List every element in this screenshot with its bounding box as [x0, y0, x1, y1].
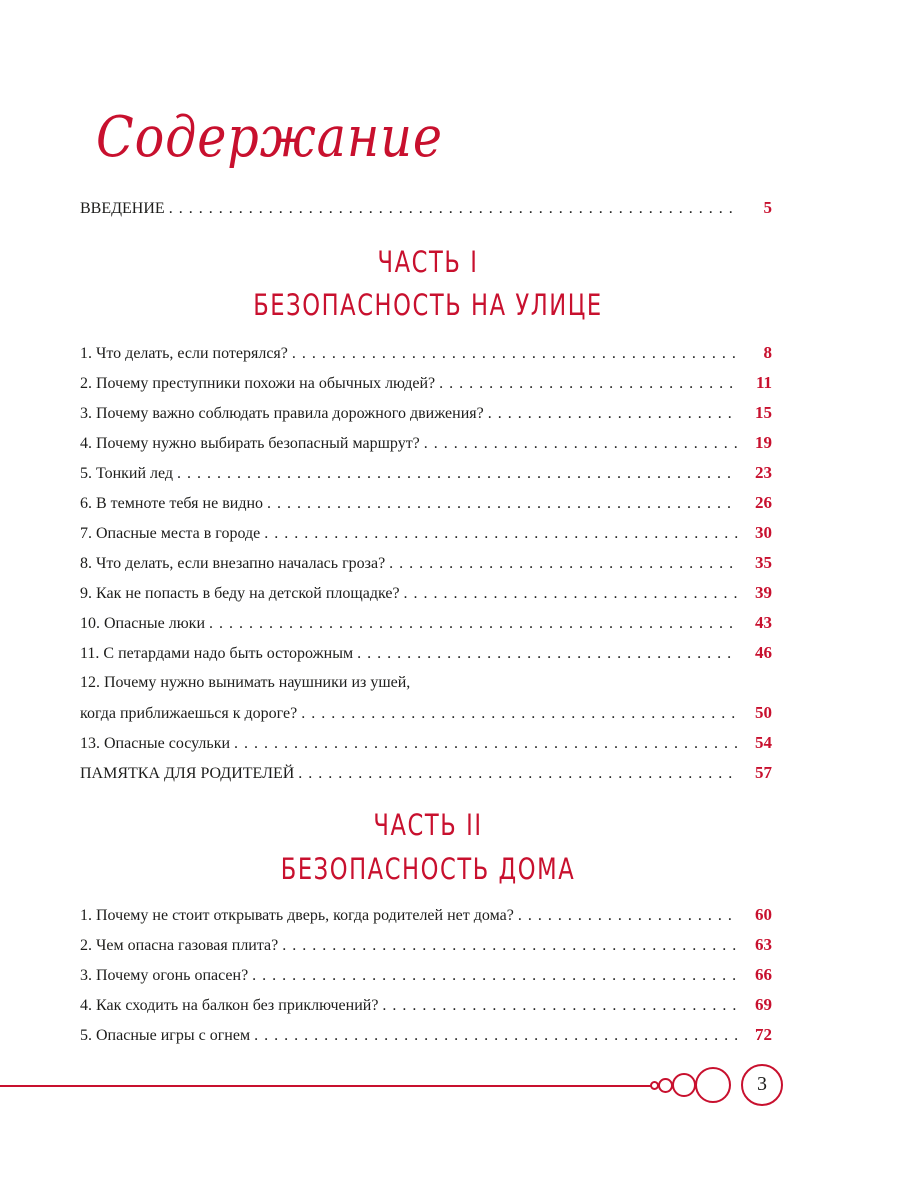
toc-entry-label: 9. Как не попасть в беду на детской площадке?	[80, 585, 400, 602]
toc-entry-line1[interactable]	[80, 668, 772, 698]
page-number: 3	[741, 1064, 783, 1106]
toc-entry[interactable]	[80, 368, 772, 398]
toc-entry-label: 13. Опасные сосульки	[80, 735, 231, 752]
toc-entry[interactable]	[80, 548, 772, 578]
toc-entry-label: ВВЕДЕНИЕ	[80, 200, 165, 217]
toc-entry-page: 26	[755, 493, 772, 512]
page-title: Содержание	[96, 105, 443, 170]
toc-part2	[80, 900, 772, 1050]
toc-entry-label: 7. Опасные места в городе	[80, 525, 261, 542]
toc-part1	[80, 338, 772, 788]
toc-entry-page: 43	[755, 613, 772, 632]
toc-entry-page: 30	[755, 523, 772, 542]
toc-entry-label: 12. Почему нужно вынимать наушники из ушей,	[80, 674, 411, 691]
leader-dots	[404, 579, 738, 609]
decor-circle-icon	[695, 1067, 731, 1103]
toc-entry-label: 1. Почему не стоит открывать дверь, когда родителей нет дома?	[80, 907, 514, 924]
leader-dots	[292, 339, 738, 369]
toc-entry[interactable]	[80, 428, 772, 458]
leader-dots	[488, 399, 738, 429]
toc-entry[interactable]	[80, 193, 772, 223]
toc-entry[interactable]	[80, 578, 772, 608]
toc-intro	[80, 193, 772, 223]
toc-entry-page: 54	[755, 733, 772, 752]
toc-entry-page: 60	[755, 905, 772, 924]
toc-entry[interactable]	[80, 488, 772, 518]
part2-heading: ЧАСТЬ II	[373, 808, 483, 842]
toc-entry-page: 23	[755, 463, 772, 482]
leader-dots	[382, 991, 738, 1021]
toc-entry-label: ПАМЯТКА ДЛЯ РОДИТЕЛЕЙ	[80, 765, 295, 782]
toc-entry-label: 10. Опасные люки	[80, 615, 206, 632]
footer-rule	[0, 1085, 652, 1087]
toc-entry-label: 3. Почему огонь опасен?	[80, 967, 249, 984]
toc-entry[interactable]	[80, 1020, 772, 1050]
toc-entry[interactable]	[80, 900, 772, 930]
toc-entry[interactable]	[80, 728, 772, 758]
toc-entry-label: 1. Что делать, если потерялся?	[80, 345, 288, 362]
toc-entry-page: 11	[755, 373, 772, 392]
toc-entry[interactable]	[80, 518, 772, 548]
toc-entry-page: 8	[763, 343, 772, 362]
decor-circle-icon	[658, 1078, 673, 1093]
toc-entry-page: 57	[755, 763, 772, 782]
toc-entry[interactable]	[80, 758, 772, 788]
toc-entry[interactable]	[80, 698, 772, 728]
toc-entry-page: 69	[755, 995, 772, 1014]
toc-entry-page: 46	[755, 643, 772, 662]
leader-dots	[424, 429, 738, 459]
toc-entry-label: 2. Чем опасна газовая плита?	[80, 937, 279, 954]
leader-dots	[252, 961, 738, 991]
toc-entry-label: 2. Почему преступники похожи на обычных людей?	[80, 375, 436, 392]
leader-dots	[282, 931, 738, 961]
toc-entry-label: 5. Тонкий лед	[80, 465, 174, 482]
leader-dots	[357, 639, 738, 669]
leader-dots	[298, 759, 738, 789]
leader-dots	[209, 609, 738, 639]
toc-entry-label: 11. С петардами надо быть осторожным	[80, 645, 354, 662]
leader-dots	[264, 519, 738, 549]
leader-dots	[301, 699, 738, 729]
toc-entry-page: 50	[755, 703, 772, 722]
toc-entry-page: 39	[755, 583, 772, 602]
leader-dots	[169, 194, 738, 224]
toc-entry-page: 66	[755, 965, 772, 984]
decor-circle-icon	[672, 1073, 696, 1097]
part1-subheading: БЕЗОПАСНОСТЬ НА УЛИЦЕ	[253, 288, 603, 322]
leader-dots	[254, 1021, 738, 1051]
toc-entry-label: когда приближаешься к дороге?	[80, 705, 298, 722]
toc-entry-page: 63	[755, 935, 772, 954]
toc-entry[interactable]	[80, 638, 772, 668]
leader-dots	[518, 901, 738, 931]
toc-entry-page: 5	[763, 198, 772, 217]
toc-entry-label: 5. Опасные игры с огнем	[80, 1027, 251, 1044]
toc-entry[interactable]	[80, 960, 772, 990]
part1-heading: ЧАСТЬ I	[377, 245, 479, 279]
toc-entry-page: 15	[755, 403, 772, 422]
toc-entry[interactable]	[80, 990, 772, 1020]
toc-entry-label: 4. Как сходить на балкон без приключений?	[80, 997, 379, 1014]
toc-entry[interactable]	[80, 458, 772, 488]
leader-dots	[389, 549, 738, 579]
toc-entry-label: 8. Что делать, если внезапно началась гроза?	[80, 555, 386, 572]
leader-dots	[439, 369, 738, 399]
toc-entry-label: 4. Почему нужно выбирать безопасный маршрут?	[80, 435, 420, 452]
toc-entry-page: 72	[755, 1025, 772, 1044]
toc-entry-label: 6. В темноте тебя не видно	[80, 495, 264, 512]
leader-dots	[177, 459, 738, 489]
toc-entry[interactable]	[80, 398, 772, 428]
part2-subheading: БЕЗОПАСНОСТЬ ДОМА	[280, 852, 576, 886]
toc-entry-label: 3. Почему важно соблюдать правила дорожного движения?	[80, 405, 484, 422]
toc-entry[interactable]	[80, 338, 772, 368]
toc-entry[interactable]	[80, 930, 772, 960]
toc-entry-page: 35	[755, 553, 772, 572]
toc-entry-page: 19	[755, 433, 772, 452]
leader-dots	[267, 489, 738, 519]
leader-dots	[234, 729, 738, 759]
toc-entry[interactable]	[80, 608, 772, 638]
